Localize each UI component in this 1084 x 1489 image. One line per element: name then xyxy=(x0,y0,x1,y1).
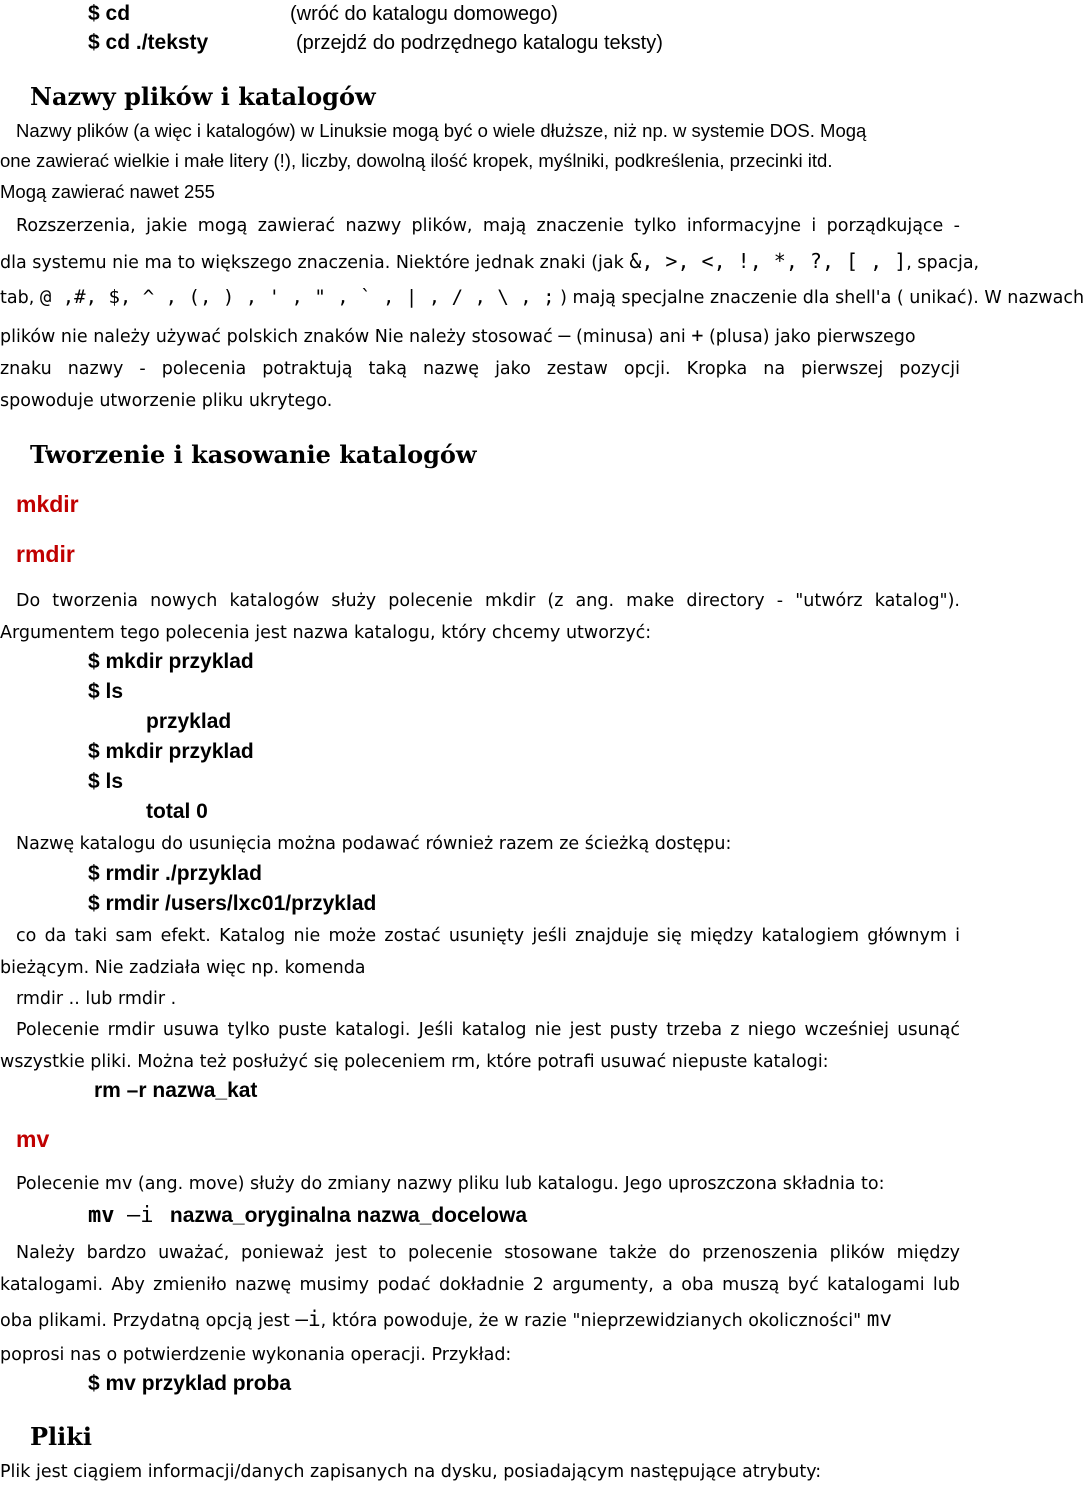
heading-file-names: Nazwy plików i katalogów xyxy=(30,82,376,111)
example-command: $ rmdir /users/lxc01/przyklad xyxy=(88,892,377,915)
example-output: przyklad xyxy=(146,710,232,733)
text-fragment: , która powoduje, że w razie "nieprzewidzianych okoliczności" xyxy=(320,1311,867,1331)
special-chars: @ ,#, $, ^ , (, ) , ' , " , ` , | , / , \ , ; xyxy=(39,286,555,308)
paragraph-line: one zawierać wielkie i małe litery (!), liczby, dowolną ilość kropek, myślniki, podkreślenia, przecinki itd. xyxy=(0,150,833,171)
paragraph-line: co da taki sam efekt. Katalog nie może zostać usunięty jeśli znajduje się między katalogiem głównym i xyxy=(16,926,960,946)
command-cd-description: (wróć do katalogu domowego) xyxy=(290,3,558,25)
plus-symbol: + xyxy=(691,323,704,347)
paragraph-line: Należy bardzo uważać, ponieważ jest to polecenie stosowane także do przenoszenia plików między xyxy=(16,1243,960,1263)
paragraph-line: Polecenie rmdir usuwa tylko puste katalogi. Jeśli katalog nie jest pusty trzeba z niego wcześniej usunąć xyxy=(16,1020,960,1040)
command-cd: $ cd xyxy=(88,2,131,25)
example-output: total 0 xyxy=(146,800,208,823)
paragraph-line xyxy=(0,318,916,354)
paragraph-line-special-chars xyxy=(0,280,1084,315)
text-fragment: plików nie należy używać polskich znaków Nie należy stosować xyxy=(0,327,559,347)
special-chars: &, >, <, !, *, ?, [ , ] xyxy=(629,249,907,273)
example-command: $ ls xyxy=(88,770,124,793)
paragraph-line: Polecenie mv (ang. move) służy do zmiany nazwy pliku lub katalogu. Jego uproszczona składnia to: xyxy=(16,1174,885,1194)
text-fragment: (plusa) jako pierwszego xyxy=(703,327,916,347)
mv-syntax xyxy=(88,1200,527,1234)
example-command: rm –r nazwa_kat xyxy=(94,1079,258,1102)
option-i: —i xyxy=(295,1307,321,1331)
paragraph-line: wszystkie pliki. Można też posłużyć się poleceniem rm, które potrafi usuwać niepuste katalogi: xyxy=(0,1052,829,1072)
text-fragment: dla systemu nie ma to większego znaczenia. Niektóre jednak znaki (jak xyxy=(0,253,630,273)
paragraph-line: rmdir .. lub rmdir . xyxy=(16,989,177,1009)
syntax-mv: mv xyxy=(88,1203,115,1228)
text-fragment: (minusa) ani xyxy=(570,327,692,347)
text-fragment: , spacja, xyxy=(906,253,980,273)
paragraph-line: katalogami. Aby zmieniło nazwę musimy podać dokładnie 2 argumenty, a oba muszą być katalogami lub xyxy=(0,1275,960,1295)
paragraph-line: Plik jest ciągiem informacji/danych zapisanych na dysku, posiadającym następujące atrybuty: xyxy=(0,1462,822,1482)
text-fragment: ) mają specjalne znaczenie dla shell'a ( unikać). W nazwach xyxy=(554,288,1084,308)
paragraph-line: poprosi nas o potwierdzenie wykonania operacji. Przykład: xyxy=(0,1345,512,1365)
paragraph-line: Nazwy plików (a więc i katalogów) w Linuksie mogą być o wiele dłuższe, niż np. w systemie DOS. Mogą xyxy=(16,120,867,141)
example-command: $ ls xyxy=(88,680,124,703)
example-command: $ mv przyklad proba xyxy=(88,1372,292,1395)
syntax-option: —i xyxy=(126,1203,154,1228)
command-title-mkdir: mkdir xyxy=(16,491,79,517)
example-command: $ rmdir ./przyklad xyxy=(88,862,262,885)
paragraph-line-special-chars xyxy=(0,244,979,280)
command-title-rmdir: rmdir xyxy=(16,541,75,567)
command-mv-inline: mv xyxy=(866,1307,892,1331)
heading-files: Pliki xyxy=(30,1422,93,1451)
command-cd-teksty: $ cd ./teksty xyxy=(88,31,209,54)
example-command: $ mkdir przyklad xyxy=(88,650,254,673)
paragraph-line: Argumentem tego polecenia jest nazwa katalogu, który chcemy utworzyć: xyxy=(0,623,652,643)
paragraph-line: Mogą zawierać nawet 255 xyxy=(0,181,215,202)
paragraph-line: Rozszerzenia, jakie mogą zawierać nazwy plików, mają znaczenie tylko informacyjne i porządkujące - xyxy=(16,216,960,236)
paragraph-line xyxy=(0,1302,892,1338)
heading-create-delete-dirs: Tworzenie i kasowanie katalogów xyxy=(30,440,477,469)
paragraph-line: spowoduje utworzenie pliku ukrytego. xyxy=(0,391,333,411)
text-fragment: tab, xyxy=(0,288,40,308)
minus-symbol: — xyxy=(558,323,571,347)
syntax-args: nazwa_oryginalna nazwa_docelowa xyxy=(169,1204,528,1227)
example-command: $ mkdir przyklad xyxy=(88,740,254,763)
command-cd-teksty-description: (przejdź do podrzędnego katalogu teksty) xyxy=(296,32,663,54)
paragraph-line: bieżącym. Nie zadziała więc np. komenda xyxy=(0,958,366,978)
command-title-mv: mv xyxy=(16,1126,50,1152)
paragraph-line: znaku nazwy - polecenia potraktują taką nazwę jako zestaw opcji. Kropka na pierwszej pozycji xyxy=(0,359,960,379)
paragraph-line: Nazwę katalogu do usunięcia można podawać również razem ze ścieżką dostępu: xyxy=(16,834,732,854)
paragraph-line: Do tworzenia nowych katalogów służy polecenie mkdir (z ang. make directory - "utwórz katalog"). xyxy=(16,591,960,611)
text-fragment: oba plikami. Przydatną opcją jest xyxy=(0,1311,296,1331)
